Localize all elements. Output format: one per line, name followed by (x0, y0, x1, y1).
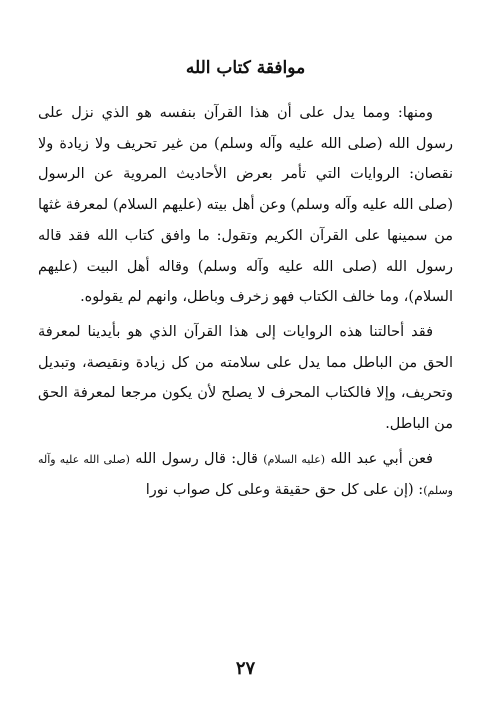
paragraph-3-part-1: فعن أبي عبد الله (325, 450, 433, 467)
paragraph-3-part-3: : (إن على كل حق حقيقة وعلى كل صواب نورا (145, 482, 424, 499)
body-text (38, 98, 453, 507)
honorific-note: (عليه السلام) (263, 452, 326, 466)
page-heading: موافقة كتاب الله (185, 58, 306, 78)
paragraph-3-part-2: قال: قال رسول الله (129, 450, 264, 467)
paragraph-2: فقد أحالتنا هذه الروايات إلى هذا القرآن الذي هو بأيدينا لمعرفة الحق من الباطل مما يدل على سلامته من كل زيادة ونقيصة، وتبديل وتحريف، وإلا فالكتاب المحرف لا يصلح لأن يكون مرجعا لمعرفة الحق من الباطل. (38, 323, 453, 433)
paragraph-3 (38, 444, 453, 507)
paragraph-1: ومنها: ومما يدل على أن هذا القرآن بنفسه هو الذي نزل على رسول الله (صلى الله عليه وآله وسلم) من غير تحريف ولا زيادة ولا نقصان: الروايات التي تأمر بعرض الأحاديث المروية عن الرسول (صلى الله عليه وآله وسلم) وعن أهل بيته (عليهم السلام) لمعرفة غثها من سمينها على القرآن الكريم وتقول: ما وافق كتاب الله فقد قاله رسول الله (صلى الله عليه وآله وسلم) وقاله أهل البيت (عليهم السلام)، وما خالف الكتاب فهو زخرف وباطل، وانهم لم يقولوه. (38, 105, 453, 306)
page-number: ٢٧ (235, 658, 256, 679)
honorific-note: (صلى الله عليه وآله وسلم) (38, 452, 453, 498)
